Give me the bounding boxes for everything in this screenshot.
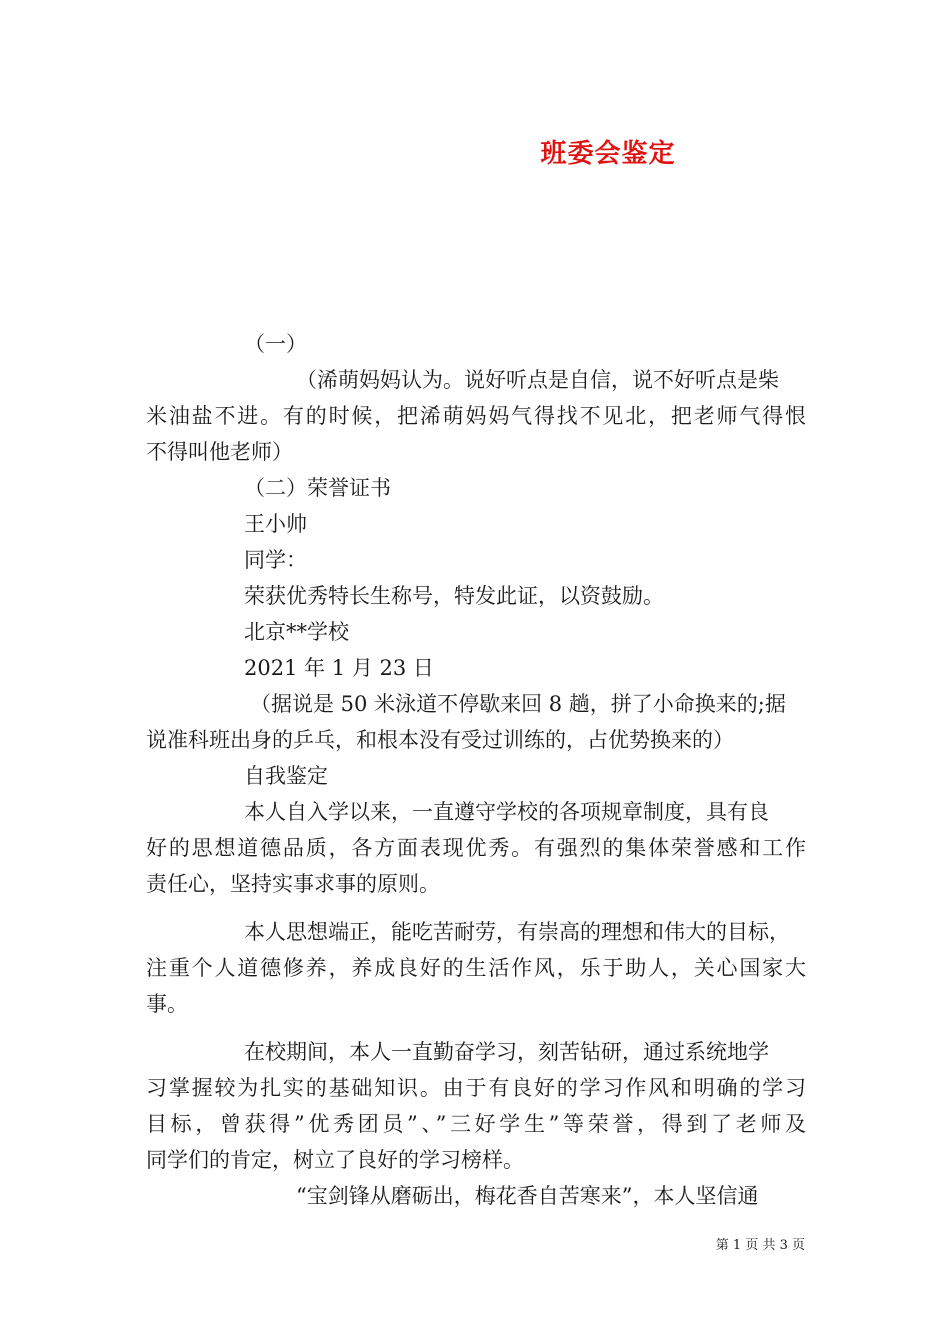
section-two-heading: （二）荣誉证书	[244, 476, 391, 500]
certificate-salutation: 同学：	[244, 548, 307, 572]
text-line: 说准科班出身的乒乓，和根本没有受过训练的，占优势换来的）	[146, 728, 734, 752]
text-line: 好的思想道德品质，各方面表现优秀。有强烈的集体荣誉感和工作	[146, 836, 806, 860]
page-number: 第 1 页 共 3 页	[715, 1238, 805, 1253]
text-line: 事。	[146, 992, 188, 1016]
page-title: 班委会鉴定	[540, 139, 676, 169]
text-line: 注重个人道德修养，养成良好的生活作风，乐于助人，关心国家大	[146, 956, 806, 980]
certificate-issuer: 北京**学校	[244, 620, 349, 644]
self-assessment-heading: 自我鉴定	[244, 764, 328, 788]
text-line: 本人自入学以来，一直遵守学校的各项规章制度，具有良	[244, 800, 769, 824]
text-line: 责任心，坚持实事求事的原则。	[146, 872, 440, 896]
certificate-text: 荣获优秀特长生称号，特发此证，以资鼓励。	[244, 584, 664, 608]
document-body	[146, 326, 806, 1214]
text-line: 米油盐不进。有的时候，把浠萌妈妈气得找不见北，把老师气得恨	[146, 404, 806, 428]
section-one-heading: （一）	[244, 332, 307, 356]
certificate-date: 2021 年 1 月 23 日	[244, 656, 434, 680]
text-line: 习掌握较为扎实的基础知识。由于有良好的学习作风和明确的学习	[146, 1076, 806, 1100]
text-line: 不得叫他老师）	[146, 440, 293, 464]
certificate-name: 王小帅	[244, 512, 307, 536]
text-line: 同学们的肯定，树立了良好的学习榜样。	[146, 1148, 524, 1172]
text-line: （据说是 50 米泳道不停歇来回 8 趟，拼了小命换来的;据	[250, 692, 786, 716]
text-line: （浠萌妈妈认为。说好听点是自信，说不好听点是柴	[296, 368, 779, 392]
text-line: 目标，曾获得”优秀团员”、”三好学生”等荣誉，得到了老师及	[146, 1112, 806, 1136]
text-line: “宝剑锋从磨砺出，梅花香自苦寒来”，本人坚信通	[296, 1184, 759, 1208]
text-line: 本人思想端正，能吃苦耐劳，有崇高的理想和伟大的目标，	[244, 920, 790, 944]
text-line: 在校期间，本人一直勤奋学习，刻苦钻研，通过系统地学	[244, 1040, 769, 1064]
